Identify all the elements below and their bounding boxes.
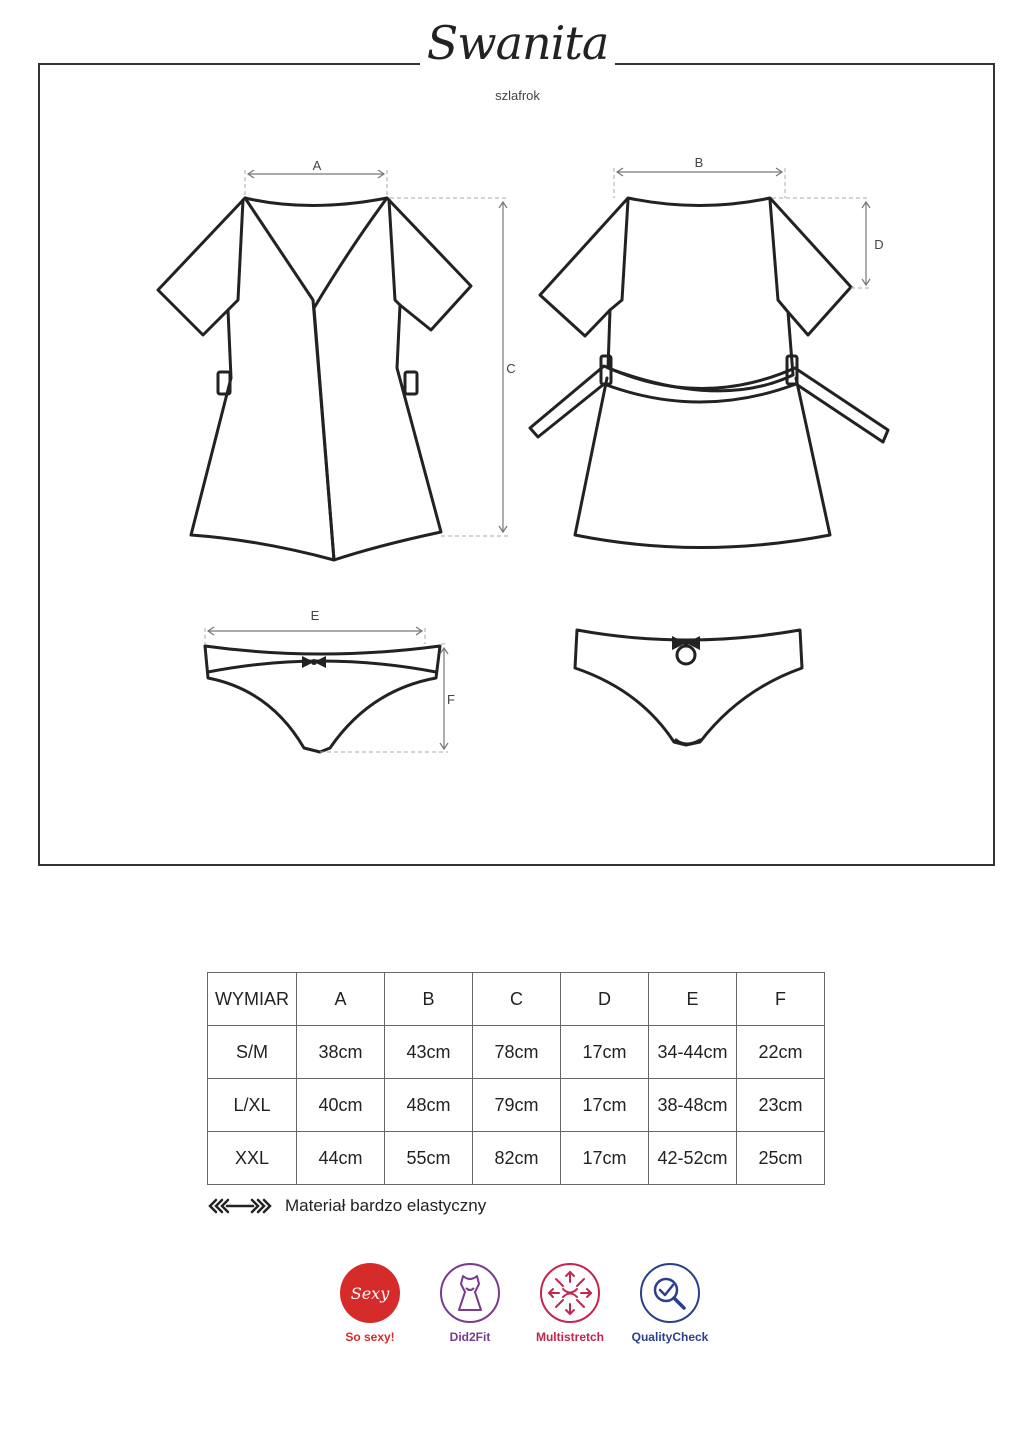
table-header-cell: D <box>561 973 649 1026</box>
stretch-arrows-icon <box>207 1197 273 1215</box>
badge-did2fit <box>425 1262 515 1344</box>
table-cell: 38-48cm <box>649 1079 737 1132</box>
table-header-cell: F <box>737 973 825 1026</box>
table-cell: XXL <box>208 1132 297 1185</box>
sexy-icon <box>339 1262 401 1324</box>
stretch-note-text: Materiał bardzo elastyczny <box>285 1196 487 1215</box>
table-header-cell: A <box>297 973 385 1026</box>
brand-logo: Swanita <box>426 16 609 70</box>
table-cell: 43cm <box>385 1026 473 1079</box>
table-cell: 17cm <box>561 1079 649 1132</box>
table-header-row <box>208 973 825 1026</box>
badge-multistretch <box>525 1262 615 1344</box>
table-cell: 23cm <box>737 1079 825 1132</box>
robe-back-drawing <box>530 198 888 548</box>
table-cell: 25cm <box>737 1132 825 1185</box>
table-cell: 38cm <box>297 1026 385 1079</box>
table-row <box>208 1026 825 1079</box>
table-cell: 34-44cm <box>649 1026 737 1079</box>
table-header-cell: B <box>385 973 473 1026</box>
table-cell: 17cm <box>561 1132 649 1185</box>
dimension-a-label: A <box>312 158 322 173</box>
table-cell: 79cm <box>473 1079 561 1132</box>
table-cell: 40cm <box>297 1079 385 1132</box>
table-header-cell: C <box>473 973 561 1026</box>
table-cell: 82cm <box>473 1132 561 1185</box>
robe-front-drawing <box>158 198 471 560</box>
multistretch-icon <box>539 1262 601 1324</box>
badge-label: Did2Fit <box>449 1330 491 1344</box>
quality-check-icon <box>639 1262 701 1324</box>
panty-back-drawing <box>575 630 802 745</box>
table-header-cell: E <box>649 973 737 1026</box>
badge-label: Multistretch <box>535 1330 604 1344</box>
badge-label: QualityCheck <box>631 1330 709 1344</box>
table-cell: S/M <box>208 1026 297 1079</box>
table-header-cell: WYMIAR <box>208 973 297 1026</box>
table-row <box>208 1079 825 1132</box>
dress-fit-icon <box>439 1262 501 1324</box>
size-table <box>207 972 825 1185</box>
sexy-icon-text: Sexy <box>350 1284 390 1303</box>
dimension-c-label: C <box>506 361 516 376</box>
table-row <box>208 1132 825 1185</box>
table-cell: 42-52cm <box>649 1132 737 1185</box>
dimension-f-label: F <box>447 692 455 707</box>
table-cell: 22cm <box>737 1026 825 1079</box>
table-cell: 78cm <box>473 1026 561 1079</box>
table-cell: 17cm <box>561 1026 649 1079</box>
table-cell: 44cm <box>297 1132 385 1185</box>
table-cell: 48cm <box>385 1079 473 1132</box>
feature-badges <box>325 1262 715 1344</box>
badge-so-sexy <box>325 1262 415 1344</box>
dimension-e-label: E <box>310 608 320 623</box>
badge-label: So sexy! <box>345 1330 395 1344</box>
table-cell: 55cm <box>385 1132 473 1185</box>
product-type: szlafrok <box>495 88 540 103</box>
dimension-b-label: B <box>694 155 704 170</box>
badge-qualitycheck <box>625 1262 715 1344</box>
dimension-d-label: D <box>874 237 884 252</box>
table-cell: L/XL <box>208 1079 297 1132</box>
stretch-note <box>207 1196 486 1216</box>
